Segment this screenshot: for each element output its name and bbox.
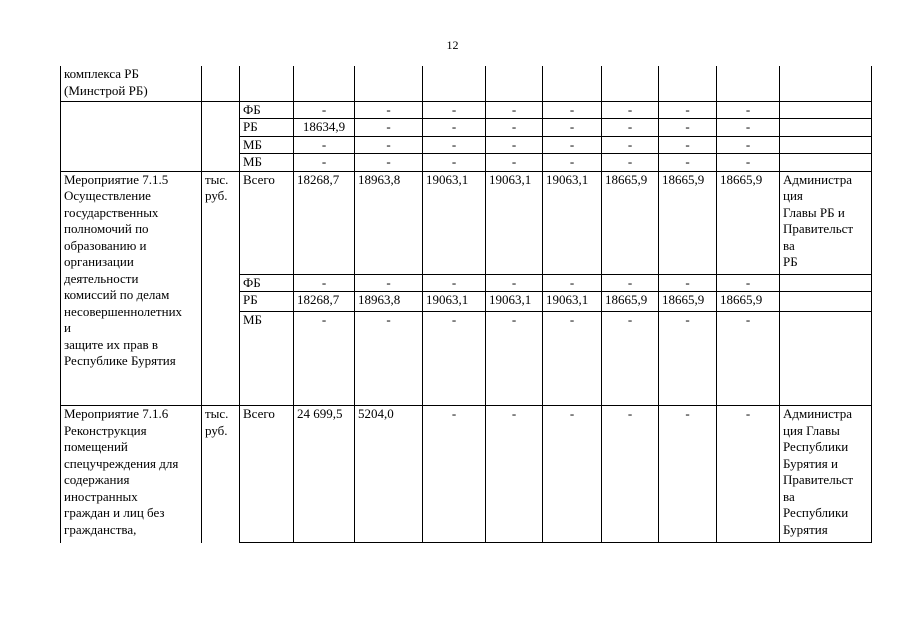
source-cell: РБ	[240, 292, 294, 312]
source-cell: ФБ	[240, 101, 294, 119]
source-cell: ФБ	[240, 274, 294, 292]
value-cell: -	[543, 312, 602, 406]
value-cell: -	[543, 101, 602, 119]
value-cell: 19063,1	[543, 171, 602, 274]
value-cell: -	[717, 312, 780, 406]
value-cell: -	[486, 312, 543, 406]
value-cell: -	[294, 312, 355, 406]
value-cell: -	[486, 119, 543, 137]
table-row	[61, 406, 872, 543]
page-number: 12	[446, 38, 459, 52]
empty-cell	[543, 66, 602, 101]
executor-cell	[780, 66, 872, 101]
value-cell: -	[355, 154, 423, 172]
value-cell: -	[717, 154, 780, 172]
value-cell: 18665,9	[659, 292, 717, 312]
source-cell: МБ	[240, 154, 294, 172]
value-cell: -	[486, 406, 543, 543]
executor-cell	[780, 292, 872, 312]
executor-cell	[780, 312, 872, 406]
value-cell: -	[543, 119, 602, 137]
empty-cell	[240, 66, 294, 101]
executor-cell	[780, 274, 872, 292]
value-cell: -	[486, 274, 543, 292]
executor-cell: Администра ция Главы Республики Бурятия и Правительст ва Республики Бурятия	[780, 406, 872, 543]
value-cell: -	[294, 101, 355, 119]
value-cell: -	[294, 136, 355, 154]
value-cell: -	[717, 119, 780, 137]
unit-cell: тыс. руб.	[202, 171, 240, 406]
executor-cell	[780, 119, 872, 137]
empty-cell	[294, 66, 355, 101]
value-cell: -	[602, 101, 659, 119]
value-cell: -	[602, 136, 659, 154]
value-cell: 18963,8	[355, 171, 423, 274]
value-cell: -	[423, 136, 486, 154]
value-cell: -	[543, 274, 602, 292]
unit-cell	[202, 101, 240, 171]
value-cell: -	[543, 154, 602, 172]
value-cell: -	[602, 154, 659, 172]
financing-table	[60, 66, 872, 543]
value-cell: -	[423, 406, 486, 543]
source-cell: МБ	[240, 136, 294, 154]
unit-cell	[202, 66, 240, 101]
value-cell: 18665,9	[602, 292, 659, 312]
value-cell: -	[423, 119, 486, 137]
value-cell: 19063,1	[543, 292, 602, 312]
value-cell: 18268,7	[294, 171, 355, 274]
source-cell: Всего	[240, 406, 294, 543]
value-cell: 18665,9	[717, 171, 780, 274]
empty-cell	[717, 66, 780, 101]
value-cell: -	[355, 136, 423, 154]
value-cell: -	[717, 274, 780, 292]
value-cell: -	[423, 312, 486, 406]
value-cell: 24 699,5	[294, 406, 355, 543]
value-cell: -	[423, 101, 486, 119]
measure-name-cell: Мероприятие 7.1.6 Реконструкция помещений спецучреждения для содержания иностранных граждан и лиц без гражданства,	[61, 406, 202, 543]
value-cell: -	[659, 101, 717, 119]
measure-name-cell	[61, 101, 202, 171]
value-cell: -	[659, 136, 717, 154]
empty-cell	[355, 66, 423, 101]
value-cell: 18665,9	[602, 171, 659, 274]
value-cell: -	[717, 101, 780, 119]
table-row	[61, 101, 872, 119]
value-cell: -	[355, 119, 423, 137]
value-cell: 5204,0	[355, 406, 423, 543]
value-cell: -	[717, 136, 780, 154]
value-cell: -	[294, 154, 355, 172]
value-cell: -	[543, 406, 602, 543]
value-cell: 18963,8	[355, 292, 423, 312]
value-cell: 18665,9	[717, 292, 780, 312]
value-cell: 18268,7	[294, 292, 355, 312]
source-cell: РБ	[240, 119, 294, 137]
value-cell: 18665,9	[659, 171, 717, 274]
value-cell: -	[355, 274, 423, 292]
executor-cell: Администра ция Главы РБ и Правительст ва РБ	[780, 171, 872, 274]
value-cell: -	[294, 274, 355, 292]
value-cell: -	[659, 406, 717, 543]
value-cell: -	[423, 154, 486, 172]
value-cell: 19063,1	[486, 171, 543, 274]
value-cell: -	[486, 154, 543, 172]
value-cell: -	[602, 119, 659, 137]
empty-cell	[486, 66, 543, 101]
value-cell: -	[659, 312, 717, 406]
empty-cell	[602, 66, 659, 101]
table-row	[61, 171, 872, 274]
table-row	[61, 66, 872, 101]
value-cell: -	[355, 101, 423, 119]
measure-name-cell: комплекса РБ (Минстрой РБ)	[61, 66, 202, 101]
executor-cell	[780, 101, 872, 119]
value-cell: -	[659, 154, 717, 172]
source-cell: Всего	[240, 171, 294, 274]
executor-cell	[780, 154, 872, 172]
source-cell: МБ	[240, 312, 294, 406]
value-cell: -	[423, 274, 486, 292]
value-cell: -	[355, 312, 423, 406]
value-cell: 19063,1	[486, 292, 543, 312]
value-cell: 19063,1	[423, 292, 486, 312]
value-cell: -	[486, 101, 543, 119]
value-cell: -	[602, 406, 659, 543]
value-cell: -	[659, 274, 717, 292]
value-cell: -	[543, 136, 602, 154]
value-cell: -	[602, 274, 659, 292]
value-cell: 19063,1	[423, 171, 486, 274]
value-cell: -	[717, 406, 780, 543]
value-cell: -	[486, 136, 543, 154]
value-cell: 18634,9	[294, 119, 355, 137]
value-cell: -	[659, 119, 717, 137]
executor-cell	[780, 136, 872, 154]
measure-name-cell: Мероприятие 7.1.5 Осуществление государственных полномочий по образованию и организации деятельности комиссий по делам несовершеннолетних и защите их прав в Республике Бурятия	[61, 171, 202, 406]
value-cell: -	[602, 312, 659, 406]
empty-cell	[423, 66, 486, 101]
empty-cell	[659, 66, 717, 101]
unit-cell: тыс. руб.	[202, 406, 240, 543]
